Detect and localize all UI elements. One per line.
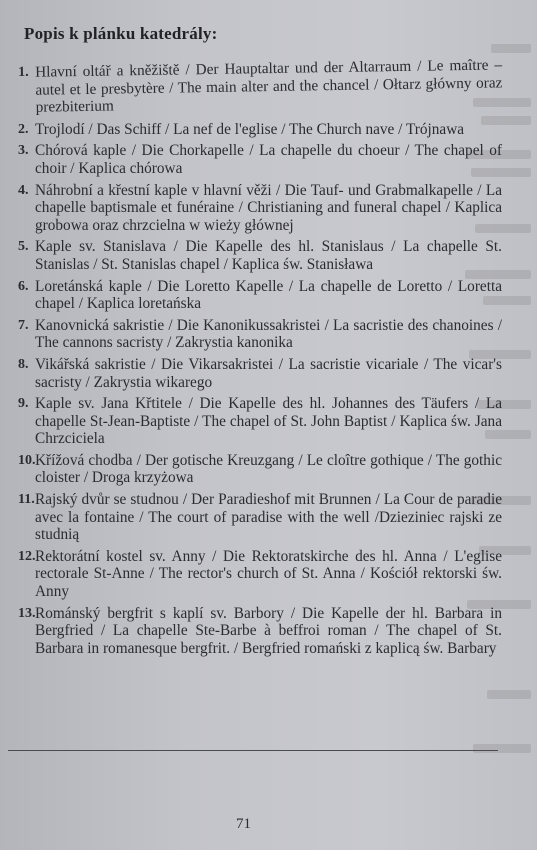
item-text: Kanovnická sakristie / Die Kanonikussakristei / La sacristie des chanoines / The cannons sacristy / Zakrystia kanonika <box>35 316 502 352</box>
list-item <box>18 56 503 116</box>
item-number: 13. <box>18 605 36 621</box>
item-number: 7. <box>18 317 29 333</box>
list-item <box>18 278 502 313</box>
item-text: Trojlodí / Das Schiff / La nef de l'eglise / The Church nave / Trójnawa <box>35 120 465 138</box>
item-text: Vikářská sakristie / Die Vikarsakristei / La sacristie vicariale / The vicar's sacristy / Zakrystia wikarego <box>35 355 502 391</box>
list-item <box>18 548 502 601</box>
item-text: Chórová kaple / Die Chorkapelle / La chapelle du choeur / The chapel of choir / Kaplica chórowa <box>35 142 502 177</box>
list-item <box>18 121 502 139</box>
list-item <box>18 238 502 273</box>
item-number: 8. <box>18 356 29 372</box>
item-text: Rektorátní kostel sv. Anny / Die Rektoratskirche des hl. Anna / L'eglise rectorale St-Anne / The rector's church of St. Anna / Kościół rektorski św. Anny <box>35 547 502 601</box>
item-text: Loretánská kaple / Die Loretto Kapelle / La chapelle de Loretto / Loretta chapel / Kaplica loretańska <box>35 277 502 313</box>
list-item <box>18 452 502 487</box>
item-text: Románský bergfrit s kaplí sv. Barbory / Die Kapelle der hl. Barbara in Bergfried / La chapelle Ste-Barbe à beffroi roman / The chapel of St. Barbara in romanesque bergfrit. / Bergfried romański z kaplicą św. Barbary <box>35 604 502 657</box>
list-item <box>18 182 502 235</box>
page-heading: Popis k plánku katedrály: <box>24 24 218 43</box>
list-item <box>18 395 502 448</box>
item-number: 10. <box>18 452 36 468</box>
item-number: 1. <box>18 64 29 80</box>
page-number: 71 <box>236 816 251 832</box>
item-number: 4. <box>18 182 29 198</box>
item-text: Náhrobní a křestní kaple v hlavní věži / Die Tauf- und Grabmalkapelle / La chapelle baptismale et funéraine / Christianing and funeral chapel / Kaplica grobowa oraz chrzcielna w wieży głównej <box>35 181 502 234</box>
item-number: 5. <box>18 239 29 255</box>
item-text: Hlavní oltář a kněžiště / Der Hauptaltar und der Altarraum / Le maître – autel et le presbytère / The main alter and the chancel / Ołtarz główny oraz prezbiterium <box>34 56 503 116</box>
item-text: Kaple sv. Stanislava / Die Kapelle des hl. Stanislaus / La chapelle St. Stanislas / St. Stanislas chapel / Kaplica św. Stanisława <box>35 238 502 273</box>
item-number: 2. <box>18 121 29 137</box>
item-text: Křížová chodba / Der gotische Kreuzgang / Le cloître gothique / The gothic cloister / Droga krzyżowa <box>35 451 502 487</box>
item-number: 9. <box>18 396 29 412</box>
item-text: Rajský dvůr se studnou / Der Paradieshof mit Brunnen / La Cour de paradie avec la fontaine / The court of paradise with the well /Dzieziniec rajski ze studnią <box>35 491 502 544</box>
legend-list <box>18 56 503 661</box>
item-number: 12. <box>18 548 36 564</box>
item-number: 11. <box>18 492 35 508</box>
list-item <box>18 605 502 658</box>
list-item <box>18 356 502 391</box>
divider <box>8 750 498 751</box>
item-number: 6. <box>18 278 29 294</box>
item-number: 3. <box>18 143 29 159</box>
list-item <box>18 491 502 544</box>
list-item <box>18 142 502 177</box>
list-item <box>18 317 502 352</box>
item-text: Kaple sv. Jana Křtitele / Die Kapelle des hl. Johannes des Täufers / La chapelle St-Jean-Baptiste / The chapel of St. John Baptist / Kaplica św. Jana Chrzciciela <box>35 395 502 448</box>
